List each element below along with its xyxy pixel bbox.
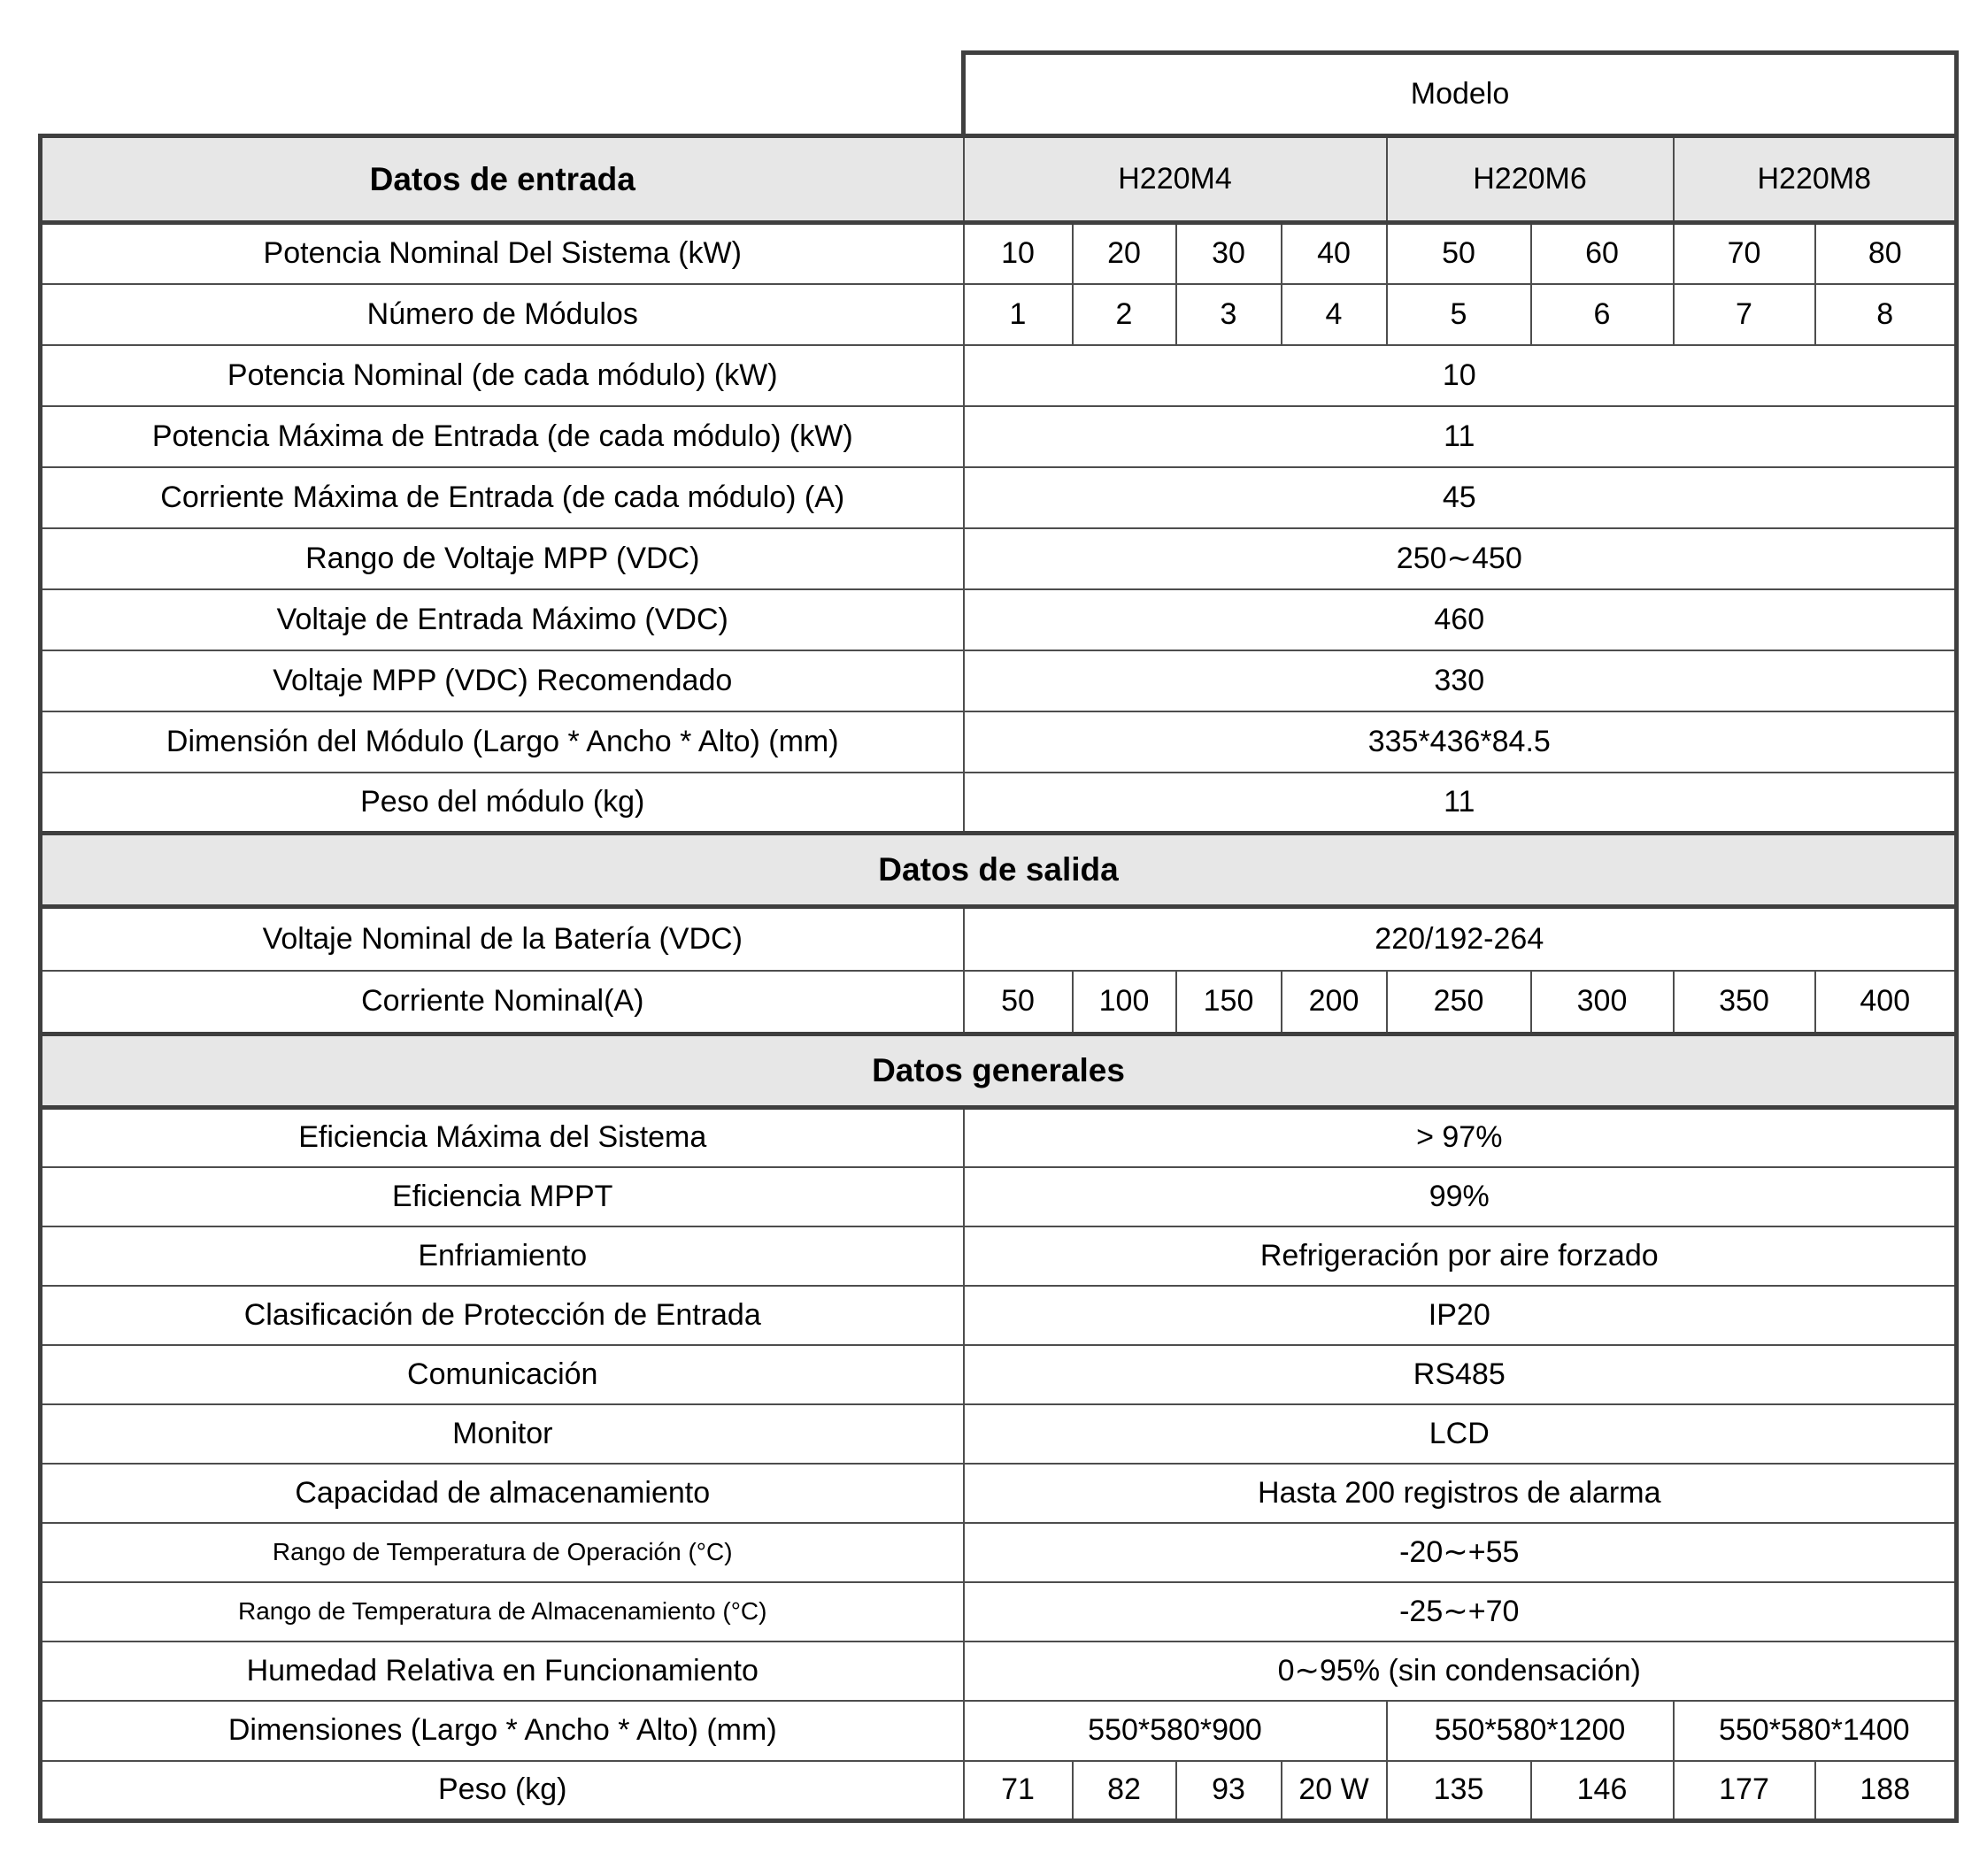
value-cell: 550*580*1200	[1387, 1701, 1674, 1761]
general-section-title: Datos generales	[41, 1034, 1957, 1108]
value-cell: 71	[964, 1761, 1073, 1821]
row-label-communication: Comunicación	[41, 1345, 964, 1404]
value-cell: 11	[964, 773, 1957, 834]
row-label-cabinet-dimensions: Dimensiones (Largo * Ancho * Alto) (mm)	[41, 1701, 964, 1761]
value-cell: 70	[1674, 223, 1815, 284]
row-label-protection-rating: Clasificación de Protección de Entrada	[41, 1286, 964, 1345]
general-section-row	[41, 1034, 1957, 1108]
row-nominal-current	[41, 971, 1957, 1034]
row-storage-capacity	[41, 1464, 1957, 1523]
value-cell: -25∼+70	[964, 1582, 1957, 1642]
row-module-max-current	[41, 467, 1957, 528]
value-cell: Refrigeración por aire forzado	[964, 1226, 1957, 1286]
value-cell: 20	[1073, 223, 1176, 284]
value-cell: RS485	[964, 1345, 1957, 1404]
row-communication	[41, 1345, 1957, 1404]
value-cell: 5	[1387, 284, 1531, 345]
value-cell: 400	[1815, 971, 1957, 1034]
value-cell: 146	[1531, 1761, 1674, 1821]
row-label-system-power: Potencia Nominal Del Sistema (kW)	[41, 223, 964, 284]
row-module-max-power	[41, 406, 1957, 467]
value-cell: 11	[964, 406, 1957, 467]
row-weight	[41, 1761, 1957, 1821]
row-max-efficiency	[41, 1108, 1957, 1167]
value-cell: 200	[1282, 971, 1387, 1034]
row-label-module-power: Potencia Nominal (de cada módulo) (kW)	[41, 345, 964, 406]
row-monitor	[41, 1404, 1957, 1464]
row-label-weight: Peso (kg)	[41, 1761, 964, 1821]
row-system-power	[41, 223, 1957, 284]
value-cell: 150	[1176, 971, 1282, 1034]
value-cell: 330	[964, 650, 1957, 711]
value-cell: LCD	[964, 1404, 1957, 1464]
value-cell: 220/192-264	[964, 907, 1957, 971]
value-cell: 45	[964, 467, 1957, 528]
row-label-module-weight: Peso del módulo (kg)	[41, 773, 964, 834]
value-cell: 50	[964, 971, 1073, 1034]
value-cell: 60	[1531, 223, 1674, 284]
row-label-operating-temp: Rango de Temperatura de Operación (°C)	[41, 1523, 964, 1582]
spec-table	[38, 50, 1959, 1823]
value-cell: 7	[1674, 284, 1815, 345]
value-cell: 80	[1815, 223, 1957, 284]
row-label-max-input-voltage: Voltaje de Entrada Máximo (VDC)	[41, 589, 964, 650]
output-section-title: Datos de salida	[41, 834, 1957, 907]
model-h220m4-header: H220M4	[964, 136, 1387, 223]
output-section-row	[41, 834, 1957, 907]
value-cell: 8	[1815, 284, 1957, 345]
value-cell: 40	[1282, 223, 1387, 284]
input-section-title: Datos de entrada	[41, 136, 964, 223]
model-band-row	[41, 53, 1957, 136]
top-left-blank	[41, 53, 964, 136]
row-label-max-efficiency: Eficiencia Máxima del Sistema	[41, 1108, 964, 1167]
row-recommended-mpp	[41, 650, 1957, 711]
value-cell: 2	[1073, 284, 1176, 345]
row-protection-rating	[41, 1286, 1957, 1345]
row-module-dimensions	[41, 711, 1957, 773]
row-label-module-dimensions: Dimensión del Módulo (Largo * Ancho * Alto) (mm)	[41, 711, 964, 773]
row-label-storage-temp: Rango de Temperatura de Almacenamiento (°C)	[41, 1582, 964, 1642]
value-cell: 3	[1176, 284, 1282, 345]
value-cell: 0∼95% (sin condensación)	[964, 1642, 1957, 1701]
value-cell: 100	[1073, 971, 1176, 1034]
value-cell: 10	[964, 345, 1957, 406]
value-cell: 4	[1282, 284, 1387, 345]
value-cell: 550*580*1400	[1674, 1701, 1957, 1761]
value-cell: 10	[964, 223, 1073, 284]
row-storage-temp	[41, 1582, 1957, 1642]
value-cell: 350	[1674, 971, 1815, 1034]
row-label-mppt-efficiency: Eficiencia MPPT	[41, 1167, 964, 1226]
value-cell: 460	[964, 589, 1957, 650]
value-cell: IP20	[964, 1286, 1957, 1345]
value-cell: 250∼450	[964, 528, 1957, 589]
row-label-module-max-power: Potencia Máxima de Entrada (de cada módulo) (kW)	[41, 406, 964, 467]
row-label-module-count: Número de Módulos	[41, 284, 964, 345]
row-label-humidity: Humedad Relativa en Funcionamiento	[41, 1642, 964, 1701]
model-band-title: Modelo	[964, 53, 1957, 136]
row-module-weight	[41, 773, 1957, 834]
value-cell: 20 W	[1282, 1761, 1387, 1821]
row-module-count	[41, 284, 1957, 345]
header-row	[41, 136, 1957, 223]
row-label-mpp-range: Rango de Voltaje MPP (VDC)	[41, 528, 964, 589]
row-label-monitor: Monitor	[41, 1404, 964, 1464]
row-operating-temp	[41, 1523, 1957, 1582]
value-cell: 188	[1815, 1761, 1957, 1821]
value-cell: 93	[1176, 1761, 1282, 1821]
value-cell: 550*580*900	[964, 1701, 1387, 1761]
row-cooling	[41, 1226, 1957, 1286]
row-label-storage-capacity: Capacidad de almacenamiento	[41, 1464, 964, 1523]
value-cell: 335*436*84.5	[964, 711, 1957, 773]
row-mpp-range	[41, 528, 1957, 589]
value-cell: 177	[1674, 1761, 1815, 1821]
model-h220m6-header: H220M6	[1387, 136, 1674, 223]
row-cabinet-dimensions	[41, 1701, 1957, 1761]
value-cell: 300	[1531, 971, 1674, 1034]
row-mppt-efficiency	[41, 1167, 1957, 1226]
row-label-nominal-current: Corriente Nominal(A)	[41, 971, 964, 1034]
row-max-input-voltage	[41, 589, 1957, 650]
row-label-battery-voltage: Voltaje Nominal de la Batería (VDC)	[41, 907, 964, 971]
row-label-cooling: Enfriamiento	[41, 1226, 964, 1286]
spec-sheet	[38, 50, 1959, 1823]
model-h220m8-header: H220M8	[1674, 136, 1957, 223]
value-cell: 1	[964, 284, 1073, 345]
value-cell: 99%	[964, 1167, 1957, 1226]
value-cell: 50	[1387, 223, 1531, 284]
value-cell: 82	[1073, 1761, 1176, 1821]
row-humidity	[41, 1642, 1957, 1701]
value-cell: 30	[1176, 223, 1282, 284]
row-module-power	[41, 345, 1957, 406]
value-cell: 135	[1387, 1761, 1531, 1821]
row-label-recommended-mpp: Voltaje MPP (VDC) Recomendado	[41, 650, 964, 711]
row-label-module-max-current: Corriente Máxima de Entrada (de cada módulo) (A)	[41, 467, 964, 528]
value-cell: -20∼+55	[964, 1523, 1957, 1582]
value-cell: Hasta 200 registros de alarma	[964, 1464, 1957, 1523]
value-cell: > 97%	[964, 1108, 1957, 1167]
value-cell: 250	[1387, 971, 1531, 1034]
row-battery-voltage	[41, 907, 1957, 971]
value-cell: 6	[1531, 284, 1674, 345]
